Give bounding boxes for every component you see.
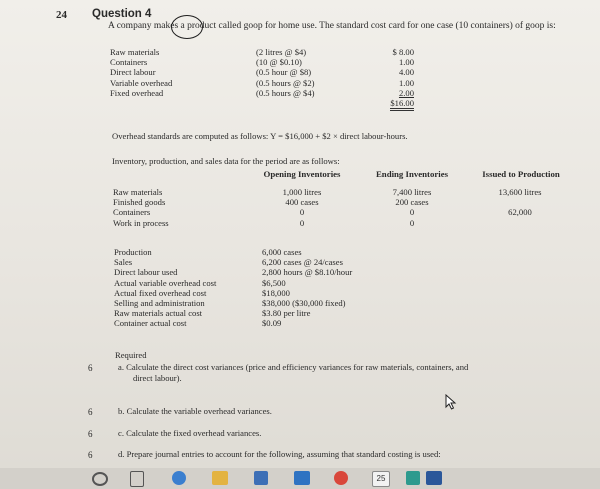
search-icon[interactable] <box>92 472 108 486</box>
cost-card-label: Containers <box>110 57 148 68</box>
header-opening-inventories: Opening Inventories <box>263 169 341 179</box>
cost-card-label: Variable overhead <box>110 77 173 88</box>
required-item-c: c. Calculate the fixed overhead variances. <box>118 428 262 438</box>
store-icon[interactable] <box>254 471 268 485</box>
period-data-value: $18,000 <box>262 287 290 298</box>
pen-circle-annotation <box>171 15 203 39</box>
inventory-opening-cell: 1,000 litres <box>282 187 322 197</box>
marks-label: 6 <box>88 363 93 373</box>
question-title: Question 4 <box>92 8 152 20</box>
header-ending-inventories: Ending Inventories <box>375 169 449 179</box>
question-intro: A company makes a product called goop for home use. The standard cost card for one case (10 containers) of goop is: <box>108 21 556 31</box>
file-explorer-icon[interactable] <box>212 471 228 485</box>
inventory-issued-cell <box>478 197 562 207</box>
cost-card-amount: $ 8.00 <box>392 47 414 57</box>
inventory-opening-column <box>262 187 342 228</box>
inventory-ending-cell: 0 <box>409 207 415 218</box>
inventory-row-label: Raw materials <box>113 187 163 197</box>
required-item-d: d. Prepare journal entries to account for the following, assuming that standard costing is used: <box>118 449 441 459</box>
inventory-row-label: Containers <box>113 207 151 218</box>
marks-label: 6 <box>88 450 93 460</box>
inventory-row-label: Finished goods <box>113 197 166 208</box>
inventory-ending-cell: 200 cases <box>395 197 429 208</box>
cost-card-details <box>256 47 315 98</box>
cost-card-amount: 2.00 <box>398 87 414 98</box>
page-number: 24 <box>56 9 67 21</box>
chrome-icon[interactable] <box>334 471 348 485</box>
mail-icon[interactable] <box>294 471 310 485</box>
edge-icon[interactable] <box>172 471 186 485</box>
period-data-value: $6,500 <box>262 277 286 288</box>
photos-icon[interactable] <box>406 471 420 485</box>
calendar-badge: 25 <box>376 474 386 483</box>
mouse-pointer-icon <box>445 394 457 410</box>
period-data-value: $38,000 ($30,000 fixed) <box>262 298 346 309</box>
period-data-label: Container actual cost <box>114 318 187 329</box>
cost-card-amount: 1.00 <box>398 57 414 68</box>
inventory-ending-cell: 7,400 litres <box>392 187 432 197</box>
period-data-label: Actual fixed overhead cost <box>114 287 207 298</box>
period-data-value: 6,200 cases @ 24/cases <box>262 257 343 268</box>
task-view-icon[interactable] <box>130 471 144 487</box>
overhead-formula-text: Overhead standards are computed as follows: Y = $16,000 + $2 × direct labour-hours. <box>112 131 408 141</box>
period-data-value: 2,800 hours @ $8.10/hour <box>262 267 353 278</box>
cost-card-detail: (0.5 hours @ $4) <box>256 87 315 98</box>
cost-card-labels <box>110 47 172 98</box>
inventory-row-label: Work in process <box>113 217 169 228</box>
cost-card-detail: (2 litres @ $4) <box>256 47 307 57</box>
inventory-ending-column <box>372 187 452 228</box>
required-item-b: b. Calculate the variable overhead variances. <box>118 406 272 416</box>
cost-card-detail: (10 @ $0.10) <box>256 57 302 68</box>
inventory-issued-cell: 62,000 <box>508 207 532 218</box>
cost-card-amount: 4.00 <box>398 67 414 78</box>
inventory-intro-text: Inventory, production, and sales data for the period are as follows: <box>112 156 340 166</box>
inventory-opening-cell: 400 cases <box>285 197 319 208</box>
header-issued-to-production: Issued to Production <box>482 169 560 179</box>
marks-label: 6 <box>88 407 93 417</box>
marks-label: 6 <box>88 429 93 439</box>
cost-card-label: Direct labour <box>110 67 156 78</box>
inventory-row-labels <box>113 187 169 228</box>
period-data-label: Production <box>114 247 152 257</box>
period-data-labels <box>114 247 216 329</box>
required-item-a-cont: direct labour). <box>133 373 182 383</box>
required-heading: Required <box>115 350 147 360</box>
period-data-value: $3.80 per litre <box>262 308 311 319</box>
inventory-issued-column <box>478 187 562 218</box>
cost-card-total: $16.00 <box>390 99 414 111</box>
cost-card-detail: (0.5 hour @ $8) <box>256 67 312 78</box>
word-icon[interactable] <box>426 471 442 485</box>
cost-card-amounts <box>350 47 414 111</box>
period-data-label: Selling and administration <box>114 298 205 309</box>
required-item-a: a. Calculate the direct cost variances (price and efficiency variances for raw materials, containers, and <box>118 362 469 372</box>
period-data-value: 6,000 cases <box>262 247 302 257</box>
cost-card-label: Raw materials <box>110 47 160 57</box>
calendar-icon[interactable] <box>372 471 390 487</box>
period-data-value: $0.09 <box>262 318 282 329</box>
inventory-issued-cell: 13,600 litres <box>498 187 542 197</box>
inventory-opening-cell: 0 <box>299 207 305 218</box>
period-data-label: Raw materials actual cost <box>114 308 203 319</box>
inventory-opening-cell: 0 <box>299 217 305 228</box>
period-data-label: Actual variable overhead cost <box>114 277 217 288</box>
cost-card-label: Fixed overhead <box>110 87 164 98</box>
period-data-label: Direct labour used <box>114 267 178 278</box>
cost-card-detail: (0.5 hours @ $2) <box>256 77 315 88</box>
inventory-ending-cell: 0 <box>409 217 415 228</box>
cost-card-amount: 1.00 <box>398 77 414 88</box>
period-data-label: Sales <box>114 257 133 268</box>
period-data-values <box>262 247 352 329</box>
